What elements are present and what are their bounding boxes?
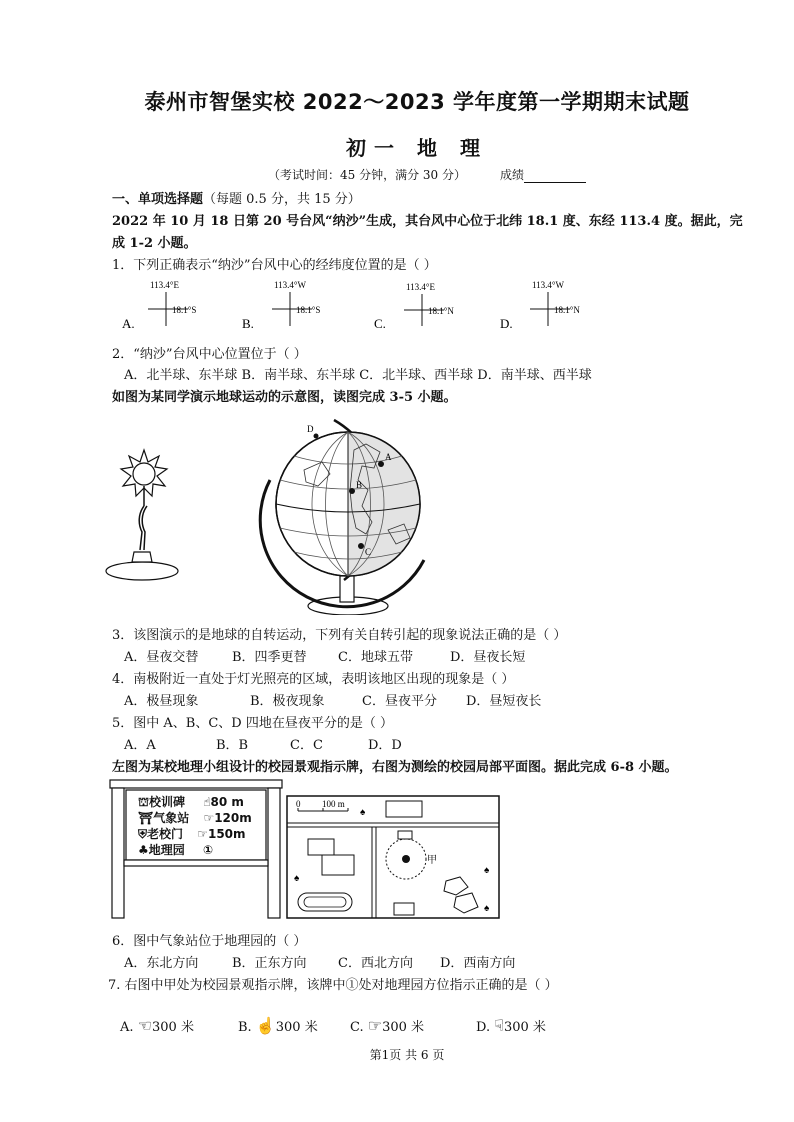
- sign-row-4-name: 地理园: [148, 843, 185, 857]
- q1-option-d-lon: 113.4°W: [532, 280, 565, 290]
- q7-opt-b-letter: B.: [238, 1020, 252, 1035]
- sign-row-3: [138, 825, 246, 842]
- q3-opt-c: C．地球五带: [338, 650, 413, 665]
- q7-option-d: [476, 1016, 546, 1035]
- score-field: [500, 166, 586, 183]
- q7-opt-c-text: 300 米: [382, 1020, 425, 1035]
- tree-icon: ♠: [484, 903, 490, 914]
- q7-option-c: [350, 1016, 424, 1035]
- campus-map-svg: [286, 795, 500, 919]
- q1-option-c: [374, 282, 454, 331]
- q4-opt-d: D．昼短夜长: [466, 694, 542, 709]
- sign-row-4-dist: ①: [202, 843, 214, 857]
- score-blank: [524, 168, 586, 183]
- q5-opt-b: B．B: [216, 738, 249, 753]
- campus-sign-board: [108, 778, 284, 920]
- q6-opt-b: B．正东方向: [232, 956, 307, 971]
- sign-row-1-dist: 80 m: [210, 795, 244, 809]
- q2-stem: 2．“纳沙”台风中心位置位于（ ）: [112, 347, 307, 362]
- section-heading: [112, 188, 361, 207]
- q1-option-c-lon: 113.4°E: [406, 282, 436, 292]
- q6-opt-c: C．西北方向: [338, 956, 413, 971]
- intro1-line2: 成 1-2 小题。: [112, 236, 197, 251]
- earth-motion-svg: [104, 410, 434, 615]
- exam-title: 泰州市智堡实校 2022～2023 学年度第一学期期末试题: [144, 90, 690, 114]
- section-heading-label: 一、单项选择题: [112, 192, 204, 207]
- q1-option-diagrams: [118, 280, 678, 334]
- q1-option-a-lon: 113.4°E: [150, 280, 180, 290]
- q4-opt-c: C．昼夜平分: [362, 694, 437, 709]
- q3-opt-d: D．昼夜长短: [450, 650, 526, 665]
- campus-map: [286, 795, 500, 919]
- earth-motion-figure: [104, 410, 434, 615]
- intro3: 左图为某校地理小组设计的校园景观指示牌，右图为测绘的校园局部平面图。据此完成 6-8 小题。: [112, 760, 678, 775]
- q6-stem: 6．图中气象站位于地理园的（ ）: [112, 934, 307, 949]
- q7-opt-d-text: 300 米: [503, 1020, 546, 1035]
- score-label: 成绩: [500, 168, 525, 182]
- q5-opt-c: C．C: [290, 738, 323, 753]
- q5-opt-d: D．D: [368, 738, 402, 753]
- map-scale-zero: 0: [296, 799, 301, 809]
- q1-option-a: [122, 280, 196, 331]
- weather-station-icon: ⛩: [138, 811, 154, 825]
- intro1-line1: 2022 年 10 月 18 日第 20 号台风“纳沙”生成，其台风中心位于北纬 18.1 度、东经 113.4 度。据此，完: [112, 214, 743, 229]
- globe-label-d: D: [307, 424, 314, 434]
- q7-option-b: [238, 1016, 318, 1035]
- q3-opt-a: A．昼夜交替: [124, 650, 199, 665]
- hand-right-2-icon: ☞: [197, 827, 208, 841]
- q2-options: A．北半球、东半球 B．南半球、东半球 C．北半球、西半球 D．南半球、西半球: [124, 368, 592, 383]
- sign-row-3-dist: 150m: [207, 827, 246, 841]
- tree-icon: ♠: [484, 865, 490, 876]
- q1-option-a-letter: A.: [122, 316, 135, 331]
- sign-row-4: [138, 841, 213, 858]
- globe-label-b: B: [356, 480, 363, 490]
- q5-stem: 5．图中 A、B、C、D 四地在昼夜平分的是（ ）: [112, 716, 393, 731]
- sign-row-2-dist: 120m: [214, 811, 252, 825]
- lamp-sun-icon: [106, 450, 178, 580]
- q1-option-b-letter: B.: [242, 316, 254, 331]
- q4-stem: 4．南极附近一直处于灯光照亮的区域，表明该地区出现的现象是（ ）: [112, 672, 515, 687]
- hand-point-up-icon: ☝: [255, 1016, 276, 1035]
- q3-opt-b: B．四季更替: [232, 650, 307, 665]
- globe-label-c: C: [365, 547, 372, 557]
- section-heading-note: （每题 0.5 分，共 15 分）: [203, 192, 361, 207]
- sign-row-2-name: 气象站: [153, 811, 190, 825]
- q7-opt-a-text: 300 米: [152, 1020, 194, 1035]
- q7-opt-d-letter: D.: [476, 1020, 491, 1035]
- exam-subject: 初一 地 理: [346, 136, 488, 160]
- hand-up-icon: ☝: [203, 795, 211, 809]
- geo-garden-icon: ♣: [138, 843, 149, 857]
- q1-option-d: [500, 280, 580, 331]
- map-scale-label: 100 m: [322, 799, 345, 809]
- q1-option-b-lon: 113.4°W: [274, 280, 307, 290]
- q1-option-b-lat: 18.1°S: [296, 305, 321, 315]
- q6-opt-a: A．东北方向: [124, 956, 199, 971]
- q6-opt-d: D．西南方向: [440, 956, 516, 971]
- q4-opt-a: A．极昼现象: [124, 694, 199, 709]
- old-gate-icon: ⛨: [138, 827, 148, 841]
- hand-point-down-icon: ☟: [494, 1016, 504, 1035]
- q7-opt-b-text: 300 米: [275, 1020, 318, 1035]
- sign-row-3-name: 老校门: [147, 827, 184, 841]
- q7-opt-a-letter: A.: [120, 1020, 134, 1035]
- q4-opt-b: B．极夜现象: [250, 694, 325, 709]
- q1-option-c-letter: C.: [374, 316, 386, 331]
- page-footer: 第1页 共 6 页: [369, 1048, 445, 1062]
- hand-right-icon: ☞: [203, 811, 215, 825]
- hand-point-right-icon: ☞: [367, 1016, 383, 1035]
- globe-icon: [260, 420, 424, 615]
- q1-stem: 1．下列正确表示“纳沙”台风中心的经纬度位置的是（ ）: [112, 258, 437, 273]
- q7-option-a: [120, 1016, 194, 1035]
- q1-option-b: [242, 280, 320, 331]
- tree-icon: ♠: [360, 807, 366, 818]
- q7-stem: 7. 右图中甲处为校园景观指示牌，该牌中①处对地理园方位指示正确的是（ ）: [108, 978, 558, 993]
- globe-label-a: A: [385, 452, 392, 462]
- q1-option-d-lat: 18.1°N: [554, 305, 580, 315]
- intro2: 如图为某同学演示地球运动的示意图，读图完成 3-5 小题。: [112, 390, 457, 405]
- monument-icon: ⛫: [138, 795, 150, 809]
- sign-row-1-name: 校训碑: [149, 795, 186, 809]
- q7-opt-c-letter: C.: [350, 1020, 364, 1035]
- q1-option-d-letter: D.: [500, 316, 513, 331]
- q1-option-a-lat: 18.1°S: [172, 305, 197, 315]
- q1-options: [118, 280, 678, 334]
- sign-row-2: [138, 809, 252, 826]
- exam-info: （考试时间：45 分钟，满分 30 分）: [268, 168, 466, 182]
- q3-stem: 3．该图演示的是地球的自转运动，下列有关自转引起的现象说法正确的是（ ）: [112, 628, 567, 643]
- map-jia-label: 甲: [427, 855, 437, 866]
- hand-point-left-icon: ☜: [137, 1016, 153, 1035]
- tree-icon: ♠: [294, 873, 300, 884]
- q5-opt-a: A．A: [124, 738, 156, 753]
- q1-option-c-lat: 18.1°N: [428, 306, 454, 316]
